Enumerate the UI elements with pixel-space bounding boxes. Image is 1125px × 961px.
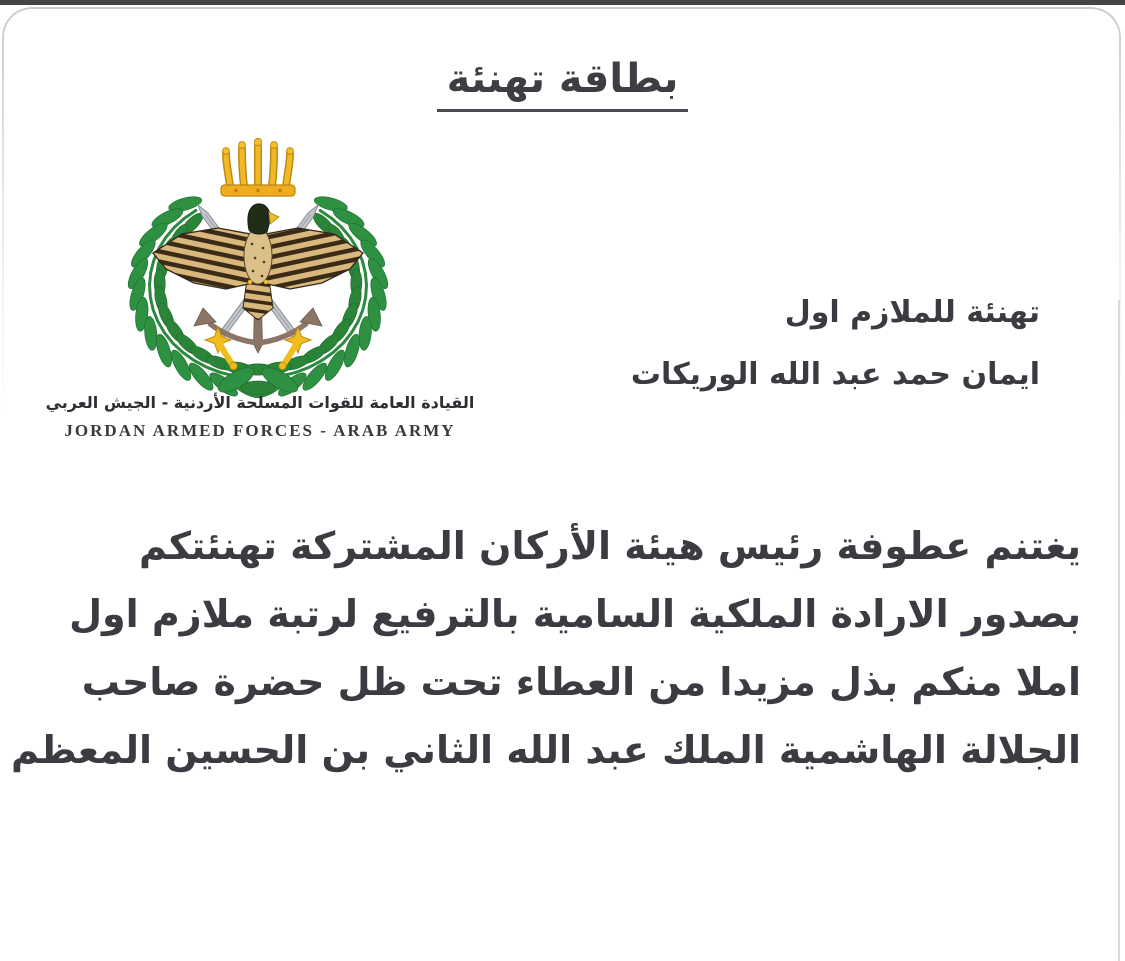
message-line: الجلالة الهاشمية الملك عبد الله الثاني بن الحسين المعظم	[10, 728, 1081, 772]
emblem-english-name: JORDAN ARMED FORCES - ARAB ARMY	[64, 421, 456, 440]
crown-icon	[221, 138, 295, 196]
card-right-edge	[1118, 300, 1120, 961]
recipient-name: ايمان حمد عبد الله الوريكات	[630, 357, 1040, 392]
window-top-bar	[0, 0, 1125, 5]
recipient-block	[631, 282, 1040, 406]
page-title-wrap	[0, 56, 1125, 112]
page-title: بطاقة تهنئة	[437, 56, 689, 112]
message-line: يغتنم عطوفة رئيس هيئة الأركان المشتركة تهنئتكم	[139, 524, 1081, 568]
jordan-armed-forces-emblem-icon	[60, 136, 460, 398]
recipient-greeting: تهنئة للملازم اول	[784, 295, 1040, 330]
emblem-arabic-name: القيادة العامة للقوات المسلحة الأردنية - الجيش العربي	[45, 393, 475, 412]
message-line: املا منكم بذل مزيدا من العطاء تحت ظل حضرة صاحب	[81, 660, 1081, 704]
congratulation-message	[11, 512, 1081, 784]
message-line: بصدور الارادة الملكية السامية بالترفيع لرتبة ملازم اول	[69, 592, 1081, 636]
falcon-icon	[153, 204, 363, 320]
